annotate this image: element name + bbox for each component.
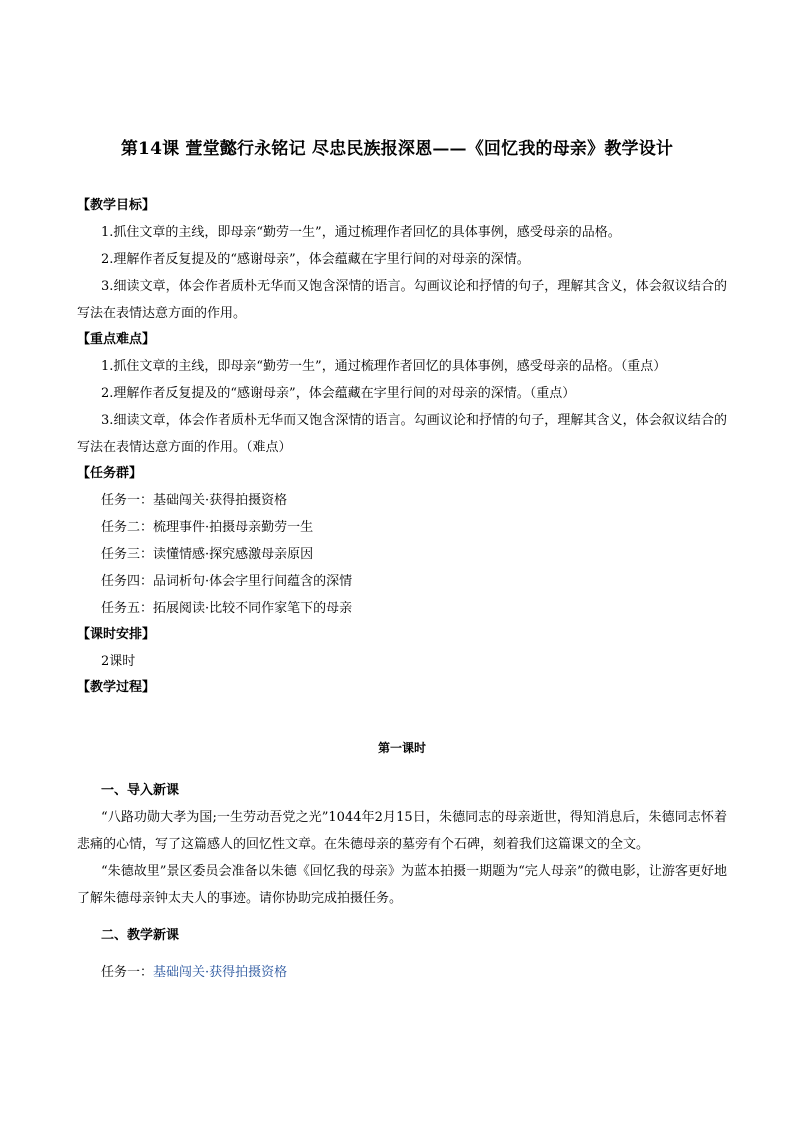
section-2-task-text: 基础闯关·获得拍摄资格 (153, 965, 288, 980)
lesson-title: 第一课时 (377, 741, 426, 755)
key-point-item-2: 2.理解作者反复提及的“感谢母亲”，体会蕴藏在字里行间的对母亲的深情。（重点） (101, 386, 576, 401)
section-2-task-label: 任务一： (101, 965, 154, 980)
task-item-5: 任务五：拓展阅读·比较不同作家笔下的母亲 (101, 601, 353, 616)
goal-item-3: 3.细读文章，体会作者质朴无华而又饱含深情的语言。勾画议论和抒情的句子，理解其含义，体会叙议结合的写法在表情达意方面的作用。 (77, 279, 727, 321)
section-2-heading: 二、教学新课 (101, 928, 180, 943)
task-item-2: 任务二：梳理事件·拍摄母亲勤劳一生 (101, 520, 314, 535)
goal-item-2: 2.理解作者反复提及的“感谢母亲”，体会蕴藏在字里行间的对母亲的深情。 (101, 252, 530, 267)
goals-heading: 【教学目标】 (77, 198, 156, 213)
tasks-heading: 【任务群】 (77, 466, 143, 481)
schedule-value: 2课时 (101, 654, 136, 669)
page-title: 第14课 萱堂懿行永铭记 尽忠民族报深恩——《回忆我的母亲》教学设计 (120, 139, 674, 159)
goal-item-1: 1.抓住文章的主线，即母亲“勤劳一生”，通过梳理作者回忆的具体事例，感受母亲的品格。 (101, 225, 621, 240)
key-points-heading: 【重点难点】 (77, 332, 156, 347)
task-item-1: 任务一：基础闯关·获得拍摄资格 (101, 493, 288, 508)
intro-paragraph-1: “八路功勋大孝为国;一生劳动吾党之光”1044年2月15日，朱德同志的母亲逝世，得知消息后，朱德同志怀着悲痛的心情，写了这篇感人的回忆性文章。在朱德母亲的墓旁有个石碑，刻着我们这篇课文的全文。 (77, 810, 727, 852)
document-body (77, 193, 727, 986)
schedule-heading: 【课时安排】 (77, 627, 156, 642)
section-1-heading: 一、导入新课 (101, 783, 180, 798)
key-point-item-3: 3.细读文章，体会作者质朴无华而又饱含深情的语言。勾画议论和抒情的句子，理解其含义，体会叙议结合的写法在表情达意方面的作用。（难点） (77, 413, 727, 455)
intro-paragraph-2: “朱德故里”景区委员会准备以朱德《回忆我的母亲》为蓝本拍摄一期题为“完人母亲”的微电影，让游客更好地了解朱德母亲钟太夫人的事迹。请你协助完成拍摄任务。 (77, 864, 727, 906)
task-item-4: 任务四：品词析句·体会字里行间蕴含的深情 (101, 574, 353, 589)
key-point-item-1: 1.抓住文章的主线，即母亲“勤劳一生”，通过梳理作者回忆的具体事例，感受母亲的品格。（重点） (101, 359, 667, 374)
section-2-task (77, 959, 727, 986)
process-heading: 【教学过程】 (77, 680, 156, 695)
task-item-3: 任务三：读懂情感·探究感激母亲原因 (101, 547, 314, 562)
